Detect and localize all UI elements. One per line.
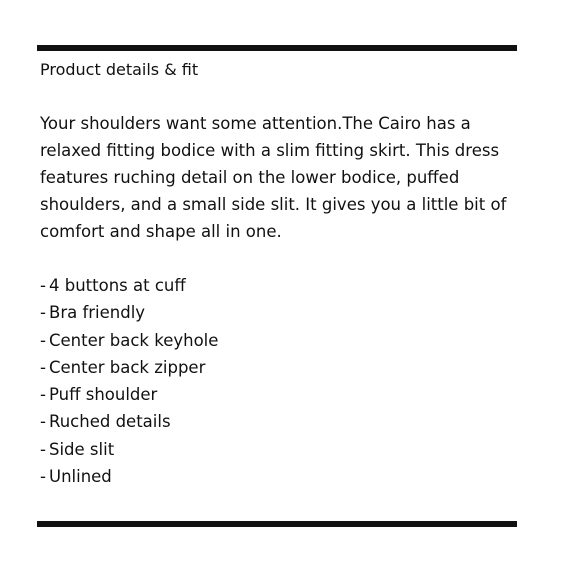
- feature-text: Center back zipper: [49, 357, 206, 377]
- bullet-dash: -: [40, 439, 46, 459]
- description-line: features ruching detail on the lower bodice, puffed: [40, 168, 460, 187]
- description-line: relaxed fitting bodice with a slim fitting skirt. This dress: [40, 141, 500, 160]
- bullet-dash: -: [40, 467, 46, 487]
- product-description: [40, 110, 520, 245]
- bottom-divider: [37, 521, 517, 527]
- feature-text: Ruched details: [49, 412, 171, 432]
- feature-text: Side slit: [49, 439, 115, 459]
- bullet-dash: -: [40, 303, 46, 323]
- list-item: [40, 299, 218, 326]
- list-item: [40, 354, 218, 381]
- feature-text: Bra friendly: [49, 303, 146, 323]
- list-item: [40, 272, 218, 299]
- bullet-dash: -: [40, 357, 46, 377]
- bullet-dash: -: [40, 276, 46, 295]
- list-item: [40, 408, 218, 435]
- bullet-dash: -: [40, 385, 46, 405]
- feature-text: Center back keyhole: [49, 330, 219, 350]
- feature-text: 4 buttons at cuff: [49, 276, 186, 295]
- description-line: shoulders, and a small side slit. It gives you a little bit of: [40, 195, 507, 214]
- bullet-dash: -: [40, 330, 46, 350]
- feature-text: Puff shoulder: [49, 385, 158, 405]
- list-item: [40, 381, 218, 408]
- list-item: [40, 436, 218, 463]
- feature-list: [40, 272, 218, 490]
- section-heading: Product details & fit: [40, 60, 199, 79]
- list-item: [40, 463, 218, 490]
- top-divider: [37, 45, 517, 51]
- description-line: Your shoulders want some attention.The Cairo has a: [40, 114, 471, 133]
- bullet-dash: -: [40, 412, 46, 432]
- description-line: comfort and shape all in one.: [40, 222, 282, 241]
- feature-text: Unlined: [49, 467, 112, 487]
- list-item: [40, 327, 218, 354]
